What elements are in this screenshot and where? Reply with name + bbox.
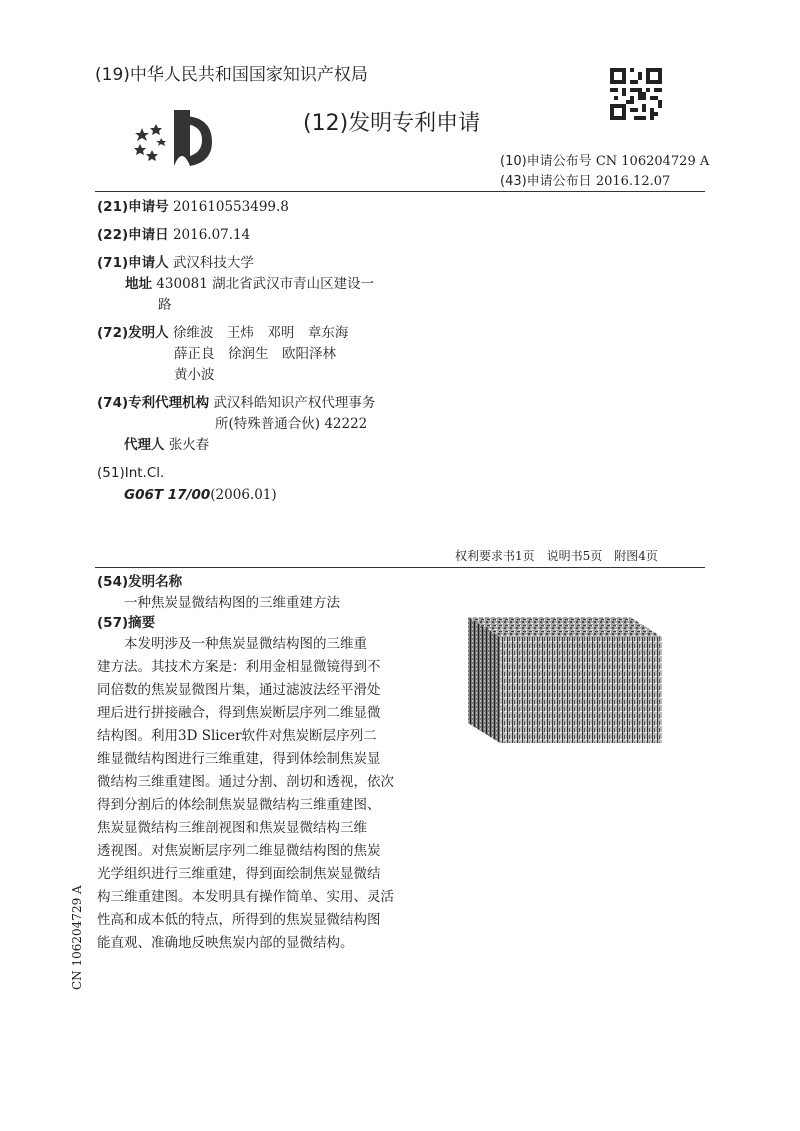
application-number-row xyxy=(97,198,289,216)
inventors-line-3: 黄小波 xyxy=(174,367,215,383)
address-row xyxy=(125,275,374,293)
intcl-code: G06T 17/00 xyxy=(124,487,211,503)
application-number-value: 201610553499.8 xyxy=(172,199,289,215)
abstract-figure-3d-reconstruction xyxy=(462,615,664,745)
qr-code-icon xyxy=(610,68,662,120)
inventors-row xyxy=(97,324,348,342)
intcl-label: (51)Int.Cl. xyxy=(97,465,165,481)
application-date-value: 2016.07.14 xyxy=(172,227,251,243)
agency-row xyxy=(97,394,375,412)
side-publication-label: CN 106204729 A xyxy=(70,885,84,990)
intcl-row xyxy=(124,486,277,504)
cnipa-logo-icon xyxy=(128,106,218,172)
abstract-line: 微结构三维重建图。通过分割、剖切和透视，依次 xyxy=(97,774,394,790)
invention-title: 一种焦炭显微结构图的三维重建方法 xyxy=(124,595,340,611)
publication-date xyxy=(500,173,670,191)
applicant-row xyxy=(97,254,254,272)
abstract-line: 能直观、准确地反映焦炭内部的显微结构。 xyxy=(97,935,354,951)
issuing-office: (19)中华人民共和国国家知识产权局 xyxy=(95,65,368,85)
publication-number-value: CN 106204729 A xyxy=(595,154,710,169)
abstract-line: 透视图。对焦炭断层序列二维显微结构图的焦炭 xyxy=(97,843,381,859)
header-divider xyxy=(95,191,705,192)
publication-number-label: (10)申请公布号 xyxy=(500,154,592,169)
invention-title-label xyxy=(97,573,182,591)
page-counts: 权利要求书1页 说明书5页 附图4页 xyxy=(455,549,658,563)
agent-value: 张火春 xyxy=(168,437,210,453)
inventors-label: (72)发明人 xyxy=(97,325,169,341)
publication-date-label: (43)申请公布日 xyxy=(500,174,592,189)
abstract-line: 构三维重建图。本发明具有操作简单、实用、灵活 xyxy=(97,889,394,905)
abstract-line: 得到分割后的体绘制焦炭显微结构三维重建图、 xyxy=(97,797,381,813)
address-line-2: 路 xyxy=(158,297,172,313)
middle-divider xyxy=(95,567,705,568)
agency-line-2: 所(特殊普通合伙) 42222 xyxy=(215,416,368,432)
agent-row xyxy=(124,436,209,454)
address-line-1: 430081 湖北省武汉市青山区建设一 xyxy=(156,276,375,292)
abstract-line: 本发明涉及一种焦炭显微结构图的三维重 xyxy=(124,636,367,652)
agency-line-1: 武汉科皓知识产权代理事务 xyxy=(213,395,376,411)
abstract-line: 同倍数的焦炭显微图片集，通过滤波法经平滑处 xyxy=(97,682,381,698)
publication-date-value: 2016.12.07 xyxy=(595,174,671,189)
inventors-line-1: 徐维波 王炜 邓明 章东海 xyxy=(172,325,349,341)
address-label: 地址 xyxy=(125,276,152,292)
intcl-year: (2006.01) xyxy=(210,487,277,503)
abstract-line: 性高和成本低的特点，所得到的焦炭显微结构图 xyxy=(97,912,381,928)
invention-title-label-text: (54)发明名称 xyxy=(97,574,183,590)
abstract-line: 焦炭显微结构三维剖视图和焦炭显微结构三维 xyxy=(97,820,367,836)
abstract-line: 光学组织进行三维重建，得到面绘制焦炭显微结 xyxy=(97,866,381,882)
abstract-line: 结构图。利用3D Slicer软件对焦炭断层序列二 xyxy=(97,728,377,744)
applicant-value: 武汉科技大学 xyxy=(172,255,254,271)
application-date-row xyxy=(97,226,250,244)
abstract-line: 建方法。其技术方案是：利用金相显微镜得到不 xyxy=(97,659,381,675)
side-label-wrapper xyxy=(70,885,90,1010)
application-date-label: (22)申请日 xyxy=(97,227,169,243)
document-type-title: (12)发明专利申请 xyxy=(303,111,481,136)
publication-number xyxy=(500,153,709,171)
abstract-label xyxy=(97,614,155,632)
applicant-label: (71)申请人 xyxy=(97,255,169,271)
agency-label: (74)专利代理机构 xyxy=(97,395,210,411)
agent-label: 代理人 xyxy=(124,437,165,453)
abstract-label-text: (57)摘要 xyxy=(97,615,156,631)
abstract-line: 理后进行拼接融合，得到焦炭断层序列二维显微 xyxy=(97,705,381,721)
application-number-label: (21)申请号 xyxy=(97,199,169,215)
inventors-line-2: 薛正良 徐润生 欧阳泽林 xyxy=(174,346,336,362)
abstract-line: 维显微结构图进行三维重建，得到体绘制焦炭显 xyxy=(97,751,381,767)
